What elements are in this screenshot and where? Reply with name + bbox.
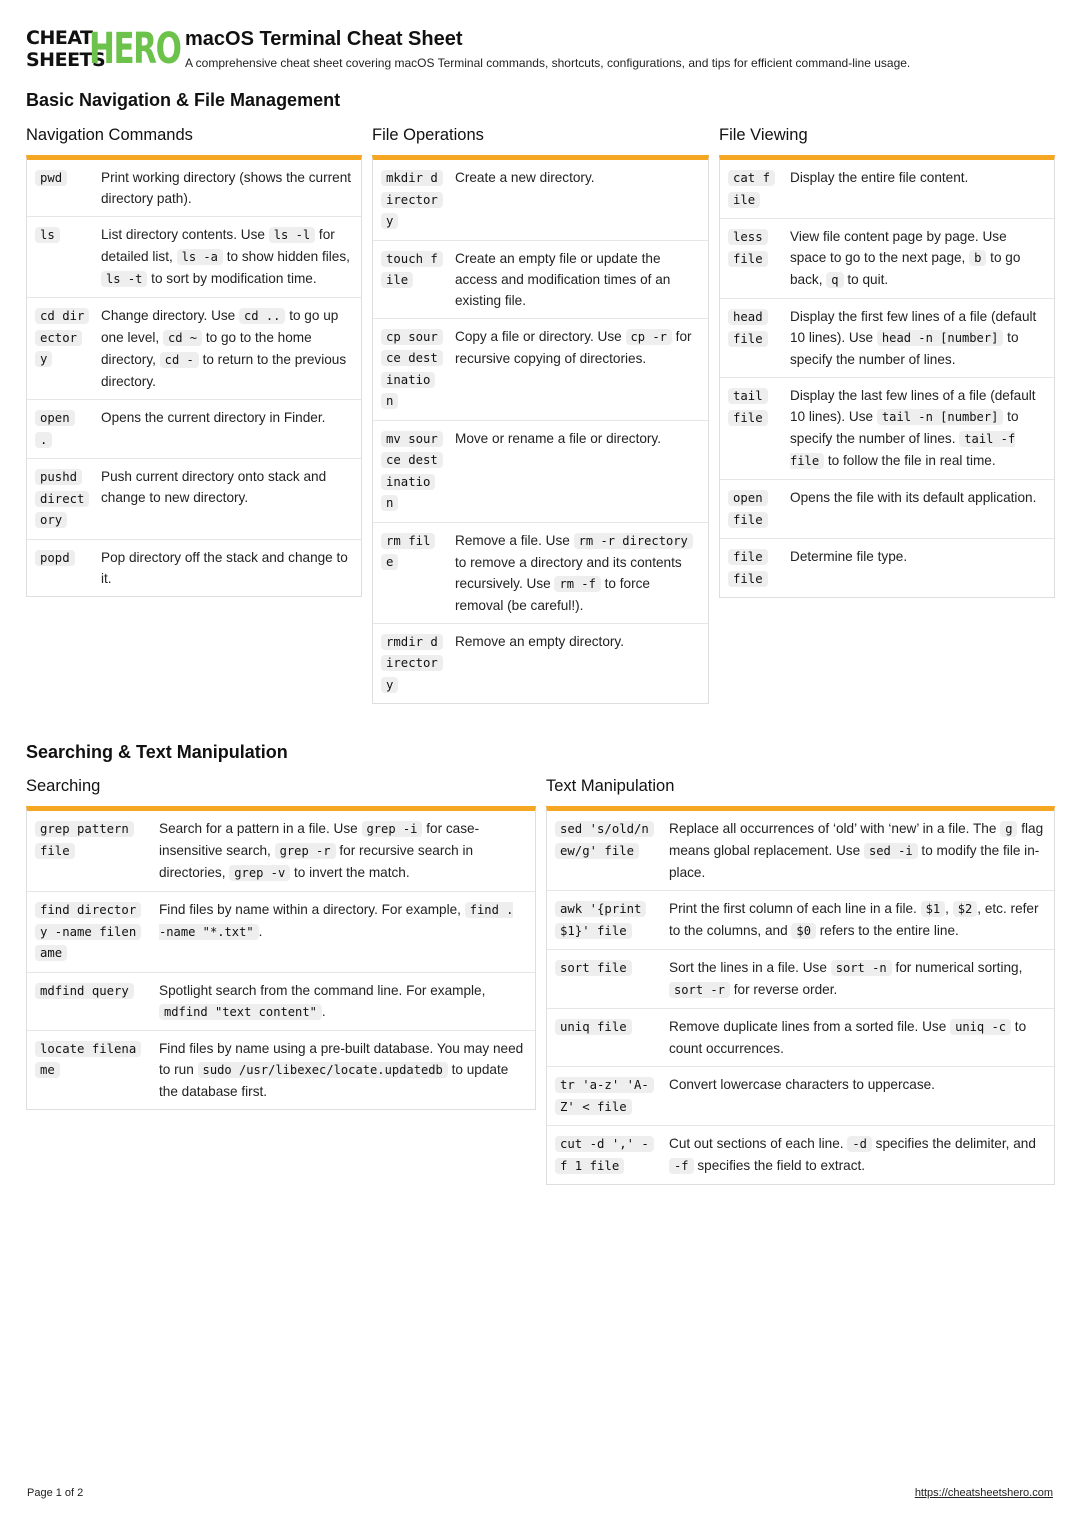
command-code: head file: [728, 306, 774, 370]
inline-code: sed -i: [864, 843, 918, 859]
command-code: less file: [728, 226, 774, 291]
command-code: mdfind query: [35, 980, 143, 1023]
command-code: sort file: [555, 957, 653, 1001]
command-code: cut -d ',' -f 1 file: [555, 1133, 653, 1177]
command-description: Print the first column of each line in a file. $1 , $2 , etc. refer to the columns, and $0 refers to the entire line.: [669, 901, 1039, 938]
command-row: [373, 160, 708, 241]
site-link[interactable]: https://cheatsheetshero.com: [914, 1487, 1053, 1499]
command-code: grep pattern file: [35, 818, 143, 884]
command-description: Create a new directory.: [455, 170, 595, 185]
command-row: [27, 298, 361, 400]
command-description: Determine file type.: [790, 549, 908, 564]
command-description: Convert lowercase characters to uppercase.: [669, 1077, 935, 1092]
card-title-searching: Searching: [26, 777, 101, 795]
command-description: Copy a file or directory. Use cp -r for recursive copying of directories.: [455, 328, 692, 366]
card-searching: [26, 806, 536, 1110]
command-row: [27, 1031, 535, 1109]
command-row: [547, 811, 1054, 891]
inline-code: -d: [847, 1136, 872, 1152]
card-title-file-operations: File Operations: [372, 126, 484, 144]
command-code: tr 'a-z' 'A-Z' < file: [555, 1074, 653, 1118]
command-row: [27, 160, 361, 217]
command-description: Remove duplicate lines from a sorted file. Use uniq -c to count occurrences.: [669, 1019, 1027, 1056]
logo-text-hero: HERO: [89, 24, 181, 74]
command-row: [27, 400, 361, 459]
card-file-viewing: [719, 155, 1055, 598]
inline-code: $1: [921, 901, 946, 917]
inline-code: grep -v: [229, 865, 290, 881]
card-title-file-viewing: File Viewing: [719, 126, 808, 144]
command-code: pushd directory: [35, 466, 85, 532]
inline-code: ls -a: [177, 249, 223, 265]
logo-text-cheat: CHEAT: [26, 27, 93, 49]
command-description: Replace all occurrences of ‘old’ with ‘new’ in a file. The g flag means global replacement. Use sed -i to modify the file in-place.: [669, 821, 1044, 880]
inline-code: sort -r: [669, 982, 730, 998]
cheatsheetshero-logo[interactable]: [26, 24, 181, 74]
command-row: [720, 378, 1054, 480]
command-code: open file: [728, 487, 774, 531]
inline-code: sudo /usr/libexec/locate.updatedb: [198, 1062, 448, 1078]
command-row: [373, 241, 708, 319]
inline-code: rm -r directory: [574, 533, 693, 549]
inline-code: uniq -c: [950, 1019, 1011, 1035]
command-description: Sort the lines in a file. Use sort -n for numerical sorting, sort -r for reverse order.: [669, 960, 1023, 997]
command-description: Display the first few lines of a file (default 10 lines). Use head -n [number] to specify the number of lines.: [790, 309, 1037, 367]
command-description: View file content page by page. Use space to go to the next page, b to go back, q to quit.: [790, 229, 1021, 287]
command-row: [720, 299, 1054, 378]
command-row: [720, 219, 1054, 299]
command-code: file file: [728, 546, 774, 590]
command-description: Remove a file. Use rm -r directory to remove a directory and its contents recursively. Use rm -f to force removal (be careful!).: [455, 530, 700, 616]
inline-code: cd ~: [163, 330, 202, 346]
command-row: [720, 539, 1054, 597]
command-code: cp source destination: [381, 326, 439, 413]
inline-code: $2: [953, 901, 978, 917]
command-row: [27, 459, 361, 540]
card-file-operations: [372, 155, 709, 704]
command-description: Opens the file with its default application.: [790, 490, 1037, 505]
inline-code: b: [969, 250, 986, 266]
command-code: rm file: [381, 530, 439, 616]
command-row: [373, 523, 708, 624]
command-description: Search for a pattern in a file. Use grep -i for case-insensitive search, grep -r for recursive search in directories, grep -v to invert the match.: [159, 821, 480, 880]
command-row: [27, 540, 361, 596]
command-description: Move or rename a file or directory.: [455, 430, 661, 446]
command-code: locate filename: [35, 1038, 143, 1102]
inline-code: head -n [number]: [877, 330, 1004, 346]
inline-code: grep -r: [275, 843, 336, 859]
command-description: Change directory. Use cd .. to go up one level, cd ~ to go to the home directory, cd - to return to the previous directory.: [101, 308, 347, 389]
inline-code: q: [826, 272, 843, 288]
inline-code: ls -t: [101, 271, 147, 287]
command-code: uniq file: [555, 1016, 653, 1059]
command-code: pwd: [35, 167, 85, 209]
command-row: [547, 1009, 1054, 1067]
inline-code: mdfind "text content": [159, 1004, 322, 1020]
command-description: Pop directory off the stack and change to it.: [101, 549, 348, 586]
command-description: List directory contents. Use ls -l for detailed list, ls -a to show hidden files, ls -t to sort by modification time.: [101, 227, 350, 286]
command-code: open .: [35, 407, 85, 451]
inline-code: tail -f file: [790, 432, 1016, 468]
command-code: ls: [35, 224, 85, 290]
card-title-text-manipulation: Text Manipulation: [546, 777, 675, 795]
command-description: Find files by name within a directory. For example, find . -name "*.txt" .: [159, 902, 514, 939]
command-description: Cut out sections of each line. -d specifies the delimiter, and -f specifies the field to extract.: [669, 1136, 1036, 1173]
command-code: touch file: [381, 248, 439, 311]
card-title-navigation: Navigation Commands: [26, 126, 193, 144]
logo-text-sheets: SHEETS: [26, 49, 106, 71]
command-row: [373, 624, 708, 704]
command-description: Display the last few lines of a file (default 10 lines). Use tail -n [number] to specify the number of lines. tail -f file to follow the file in real time.: [790, 388, 1036, 468]
command-description: Spotlight search from the command line. For example, mdfind "text content" .: [159, 982, 486, 1019]
inline-code: $0: [791, 923, 816, 939]
inline-code: rm -f: [554, 576, 600, 592]
inline-code: ls -l: [269, 227, 315, 243]
command-row: [720, 480, 1054, 539]
command-row: [27, 973, 535, 1031]
command-code: popd: [35, 547, 85, 589]
inline-code: grep -i: [362, 821, 423, 837]
card-text-manipulation: [546, 806, 1055, 1185]
page-title: macOS Terminal Cheat Sheet: [185, 28, 463, 50]
section-title-search: Searching & Text Manipulation: [26, 742, 288, 762]
inline-code: cd -: [160, 352, 199, 368]
page-subtitle: A comprehensive cheat sheet covering macOS Terminal commands, shortcuts, configurations, and tips for efficient command-line usage.: [185, 56, 911, 70]
inline-code: g: [1000, 821, 1017, 837]
command-code: rmdir directory: [381, 631, 439, 697]
command-row: [373, 319, 708, 421]
command-description: Create an empty file or update the access and modification times of an existing file.: [455, 250, 671, 308]
command-row: [373, 421, 708, 523]
command-row: [547, 1126, 1054, 1184]
card-navigation: [26, 155, 362, 597]
page-number: Page 1 of 2: [27, 1487, 84, 1499]
inline-code: cp -r: [626, 329, 672, 345]
command-description: Display the entire file content.: [790, 170, 969, 185]
command-description: Push current directory onto stack and change to new directory.: [101, 469, 327, 505]
inline-code: cd ..: [239, 308, 285, 324]
command-code: tail file: [728, 385, 774, 472]
command-row: [27, 217, 361, 298]
command-row: [547, 891, 1054, 950]
command-row: [547, 950, 1054, 1009]
command-description: Remove an empty directory.: [455, 633, 624, 649]
command-description: Find files by name using a pre-built database. You may need to run sudo /usr/libexec/locate.updatedb to update the database first.: [159, 1040, 524, 1099]
command-row: [720, 160, 1054, 219]
command-description: Opens the current directory in Finder.: [101, 410, 326, 425]
command-code: cat file: [728, 167, 774, 211]
section-title-basic: Basic Navigation & File Management: [26, 90, 341, 110]
command-description: Print working directory (shows the current directory path).: [101, 170, 352, 206]
header: [26, 26, 1056, 74]
command-code: sed 's/old/new/g' file: [555, 818, 653, 883]
command-code: mv source destination: [381, 428, 439, 515]
command-code: awk '{print $1}' file: [555, 898, 653, 942]
inline-code: sort -n: [831, 960, 892, 976]
command-row: [547, 1067, 1054, 1126]
command-code: find directory -name filename: [35, 899, 143, 965]
command-row: [27, 811, 535, 892]
inline-code: -f: [669, 1158, 694, 1174]
command-code: cd directory: [35, 305, 85, 392]
inline-code: tail -n [number]: [877, 409, 1004, 425]
inline-code: find . -name "*.txt": [159, 903, 514, 939]
command-code: mkdir directory: [381, 167, 439, 233]
command-row: [27, 892, 535, 973]
